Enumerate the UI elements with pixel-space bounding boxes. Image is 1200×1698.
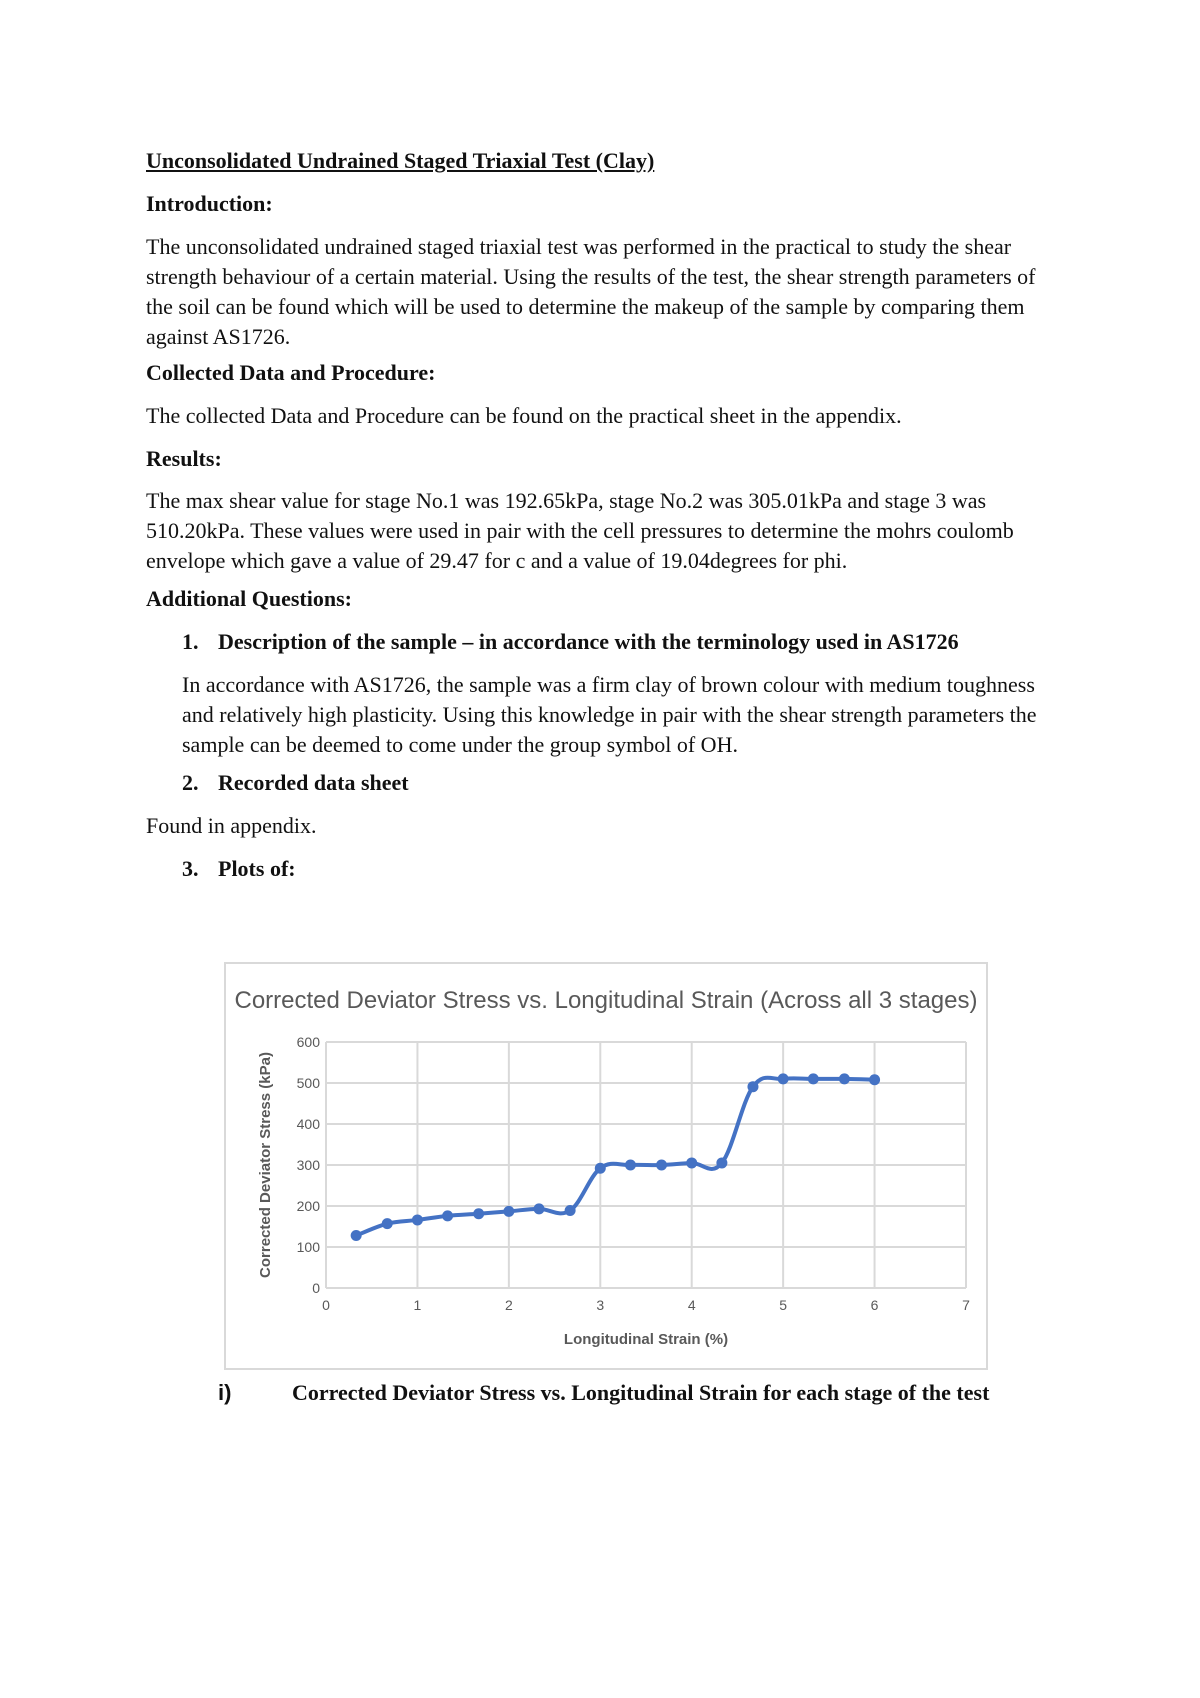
y-axis-label: Corrected Deviator Stress (kPa) bbox=[257, 1052, 274, 1278]
data-point bbox=[534, 1203, 545, 1214]
question-3-number: 3. bbox=[182, 856, 199, 881]
data-point bbox=[716, 1157, 727, 1168]
y-tick-label: 0 bbox=[312, 1280, 320, 1296]
data-point bbox=[778, 1073, 789, 1084]
data-point bbox=[565, 1205, 576, 1216]
sub-item-i-number: i) bbox=[218, 1380, 232, 1405]
data-point bbox=[808, 1073, 819, 1084]
x-axis-label: Longitudinal Strain (%) bbox=[563, 1331, 729, 1348]
data-point bbox=[503, 1206, 514, 1217]
data-point bbox=[442, 1210, 453, 1221]
data-point bbox=[473, 1208, 484, 1219]
question-2-number: 2. bbox=[182, 770, 199, 795]
x-tick-label: 7 bbox=[962, 1297, 970, 1313]
x-tick-label: 4 bbox=[687, 1297, 696, 1313]
introduction-paragraph: The unconsolidated undrained staged triaxial test was performed in the practical to study the shear strength behaviour of a certain material. Using the results of the test, the shear strength parameters of the soil can be found which will be used to determine the makeup of the sample by comparing them against AS1726. bbox=[146, 234, 1036, 349]
collected-data-heading: Collected Data and Procedure: bbox=[146, 360, 436, 385]
data-point bbox=[625, 1160, 636, 1171]
question-1-title: Description of the sample – in accordance with the terminology used in AS1726 bbox=[218, 629, 959, 654]
data-point bbox=[869, 1074, 880, 1085]
question-1-number: 1. bbox=[182, 629, 199, 654]
question-2-paragraph: Found in appendix. bbox=[146, 813, 317, 838]
data-point bbox=[656, 1160, 667, 1171]
y-tick-label: 500 bbox=[296, 1075, 320, 1091]
question-2-title: Recorded data sheet bbox=[218, 770, 409, 795]
data-point bbox=[351, 1230, 362, 1241]
additional-questions-heading: Additional Questions: bbox=[146, 586, 352, 611]
deviator-stress-chart bbox=[224, 962, 988, 1370]
series-line bbox=[356, 1078, 874, 1236]
introduction-heading: Introduction: bbox=[146, 191, 273, 216]
collected-data-paragraph: The collected Data and Procedure can be found on the practical sheet in the appendix. bbox=[146, 403, 902, 428]
document-title: Unconsolidated Undrained Staged Triaxial Test (Clay) bbox=[146, 148, 655, 173]
x-tick-label: 6 bbox=[870, 1297, 879, 1313]
y-tick-label: 400 bbox=[296, 1116, 320, 1132]
sub-item-i-text: Corrected Deviator Stress vs. Longitudinal Strain for each stage of the test bbox=[292, 1380, 990, 1405]
x-tick-label: 3 bbox=[596, 1297, 605, 1313]
x-tick-label: 2 bbox=[504, 1297, 513, 1313]
question-1-paragraph: In accordance with AS1726, the sample was a firm clay of brown colour with medium toughness and relatively high plasticity. Using this knowledge in pair with the shear strength parameters the sample can be deemed to come under the group symbol of OH. bbox=[182, 672, 1037, 757]
data-point bbox=[595, 1163, 606, 1174]
x-tick-label: 0 bbox=[322, 1297, 330, 1313]
x-tick-label: 1 bbox=[413, 1297, 422, 1313]
x-tick-label: 5 bbox=[779, 1297, 788, 1313]
data-point bbox=[747, 1081, 758, 1092]
results-paragraph: The max shear value for stage No.1 was 192.65kPa, stage No.2 was 305.01kPa and stage 3 was 510.20kPa. These values were used in pair with the cell pressures to determine the mohrs coulomb envelope which gave a value of 29.47 for c and a value of 19.04degrees for phi. bbox=[146, 488, 1014, 573]
question-3-title: Plots of: bbox=[218, 856, 296, 881]
data-point bbox=[382, 1218, 393, 1229]
y-tick-label: 200 bbox=[296, 1198, 320, 1214]
y-tick-label: 600 bbox=[296, 1034, 320, 1050]
data-point bbox=[839, 1073, 850, 1084]
chart-canvas bbox=[226, 964, 986, 1368]
y-tick-label: 300 bbox=[296, 1157, 320, 1173]
results-heading: Results: bbox=[146, 446, 222, 471]
data-point bbox=[686, 1157, 697, 1168]
y-tick-label: 100 bbox=[296, 1239, 320, 1255]
data-point bbox=[412, 1214, 423, 1225]
chart-title: Corrected Deviator Stress vs. Longitudinal Strain (Across all 3 stages) bbox=[234, 987, 978, 1014]
